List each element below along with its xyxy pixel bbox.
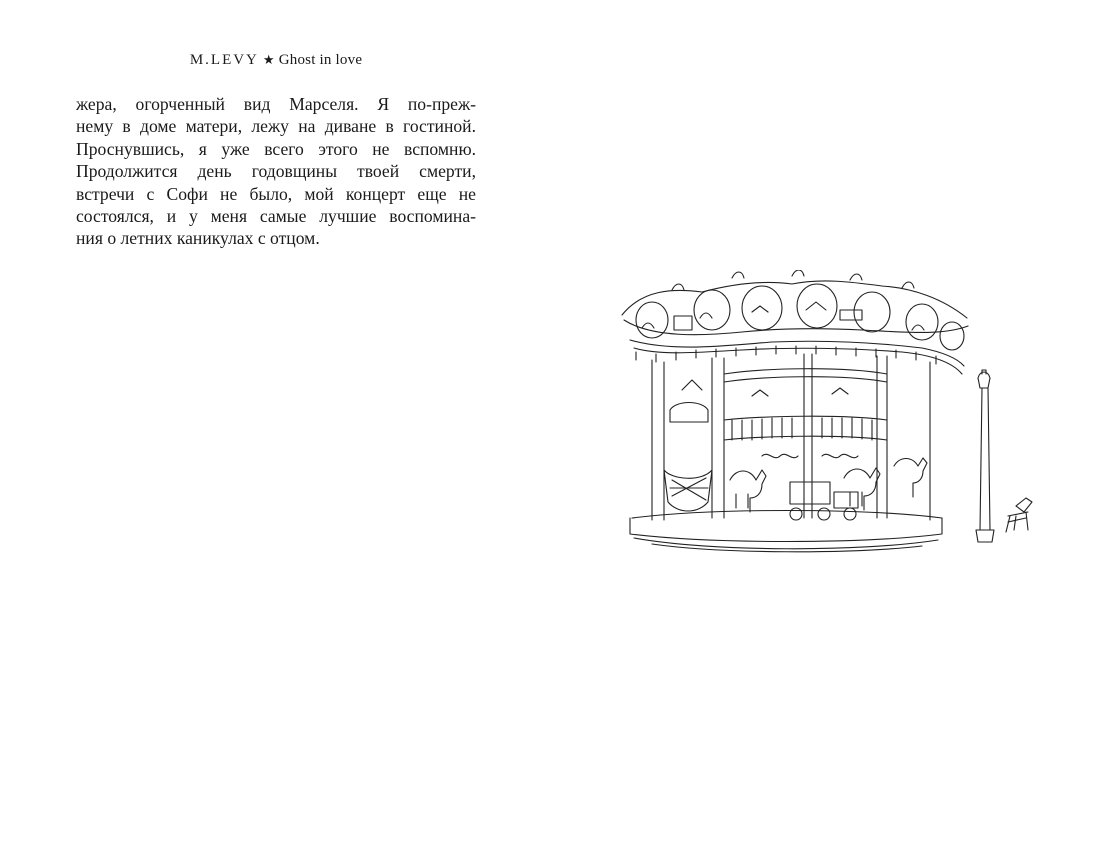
- body-paragraph: [76, 93, 476, 250]
- lamp-post: [976, 370, 994, 542]
- text-line: встречи с Софи не было, мой концерт еще не: [76, 183, 476, 204]
- running-header: [76, 50, 476, 70]
- text-line: Продолжится день годовщины твоей смерти,: [76, 161, 476, 182]
- carousel-illustration: [612, 270, 1042, 555]
- star-icon: ★: [262, 52, 275, 67]
- carousel-body: [652, 354, 930, 520]
- carousel-canopy: [622, 270, 968, 374]
- header-author: M.LEVY: [189, 52, 259, 68]
- carousel-base: [630, 511, 942, 552]
- text-line: нему в доме матери, лежу на диване в гостиной.: [76, 116, 476, 137]
- text-line: Проснувшись, я уже всего этого не вспомню.: [76, 138, 476, 159]
- text-line: ния о летних каникулах с отцом.: [76, 228, 320, 249]
- text-line: жера, огорченный вид Марселя. Я по-преж-: [76, 94, 476, 114]
- park-chair: [1006, 498, 1032, 532]
- text-line: состоялся, и у меня самые лучшие воспомина-: [76, 206, 476, 227]
- header-book-title: Ghost in love: [278, 52, 363, 68]
